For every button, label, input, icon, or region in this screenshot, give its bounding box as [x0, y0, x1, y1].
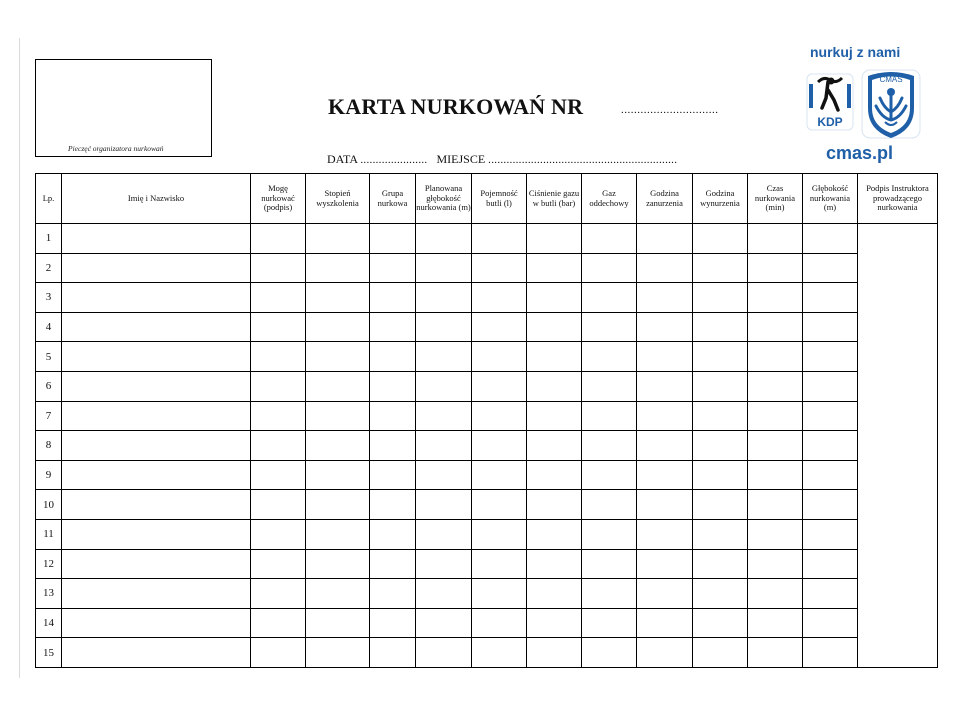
table-cell[interactable] — [416, 224, 472, 254]
table-cell[interactable] — [306, 371, 370, 401]
table-cell[interactable] — [370, 371, 416, 401]
table-cell[interactable] — [472, 283, 527, 313]
table-cell[interactable] — [62, 401, 251, 431]
table-cell[interactable] — [748, 490, 803, 520]
table-cell[interactable] — [251, 224, 306, 254]
table-cell[interactable] — [62, 490, 251, 520]
table-cell[interactable] — [803, 401, 858, 431]
page-edge — [19, 38, 20, 678]
table-cell[interactable] — [748, 283, 803, 313]
row-number: 6 — [36, 371, 62, 401]
table-cell[interactable] — [803, 342, 858, 372]
column-header: Stopień wyszkolenia — [306, 174, 370, 224]
table-row — [36, 431, 938, 461]
column-header: Głębokość nurkowania (m) — [803, 174, 858, 224]
table-cell[interactable] — [582, 638, 637, 668]
table-cell[interactable] — [370, 460, 416, 490]
table-cell[interactable] — [370, 638, 416, 668]
table-cell[interactable] — [306, 401, 370, 431]
row-number: 10 — [36, 490, 62, 520]
column-header: Imię i Nazwisko — [62, 174, 251, 224]
table-row — [36, 460, 938, 490]
table-cell[interactable] — [527, 342, 582, 372]
table-cell[interactable] — [472, 490, 527, 520]
table-row — [36, 519, 938, 549]
table-cell[interactable] — [527, 490, 582, 520]
table-cell[interactable] — [370, 549, 416, 579]
table-cell[interactable] — [62, 460, 251, 490]
table-cell[interactable] — [370, 431, 416, 461]
table-cell[interactable] — [306, 283, 370, 313]
table-cell[interactable] — [693, 638, 748, 668]
table-cell[interactable] — [472, 401, 527, 431]
table-cell[interactable] — [582, 401, 637, 431]
table-cell[interactable] — [693, 401, 748, 431]
table-cell[interactable] — [62, 519, 251, 549]
row-number: 14 — [36, 608, 62, 638]
table-row — [36, 638, 938, 668]
date-dots: ...................... — [360, 154, 428, 166]
table-cell[interactable] — [62, 253, 251, 283]
table-cell[interactable] — [693, 549, 748, 579]
table-row — [36, 342, 938, 372]
row-number: 2 — [36, 253, 62, 283]
table-cell[interactable] — [472, 371, 527, 401]
table-row — [36, 401, 938, 431]
table-cell[interactable] — [748, 312, 803, 342]
row-number: 15 — [36, 638, 62, 668]
table-cell[interactable] — [416, 253, 472, 283]
table-cell[interactable] — [251, 371, 306, 401]
table-cell[interactable] — [748, 519, 803, 549]
table-cell[interactable] — [693, 519, 748, 549]
table-cell[interactable] — [472, 342, 527, 372]
table-cell[interactable] — [748, 401, 803, 431]
table-cell[interactable] — [62, 549, 251, 579]
row-number: 7 — [36, 401, 62, 431]
table-cell[interactable] — [803, 608, 858, 638]
table-row — [36, 224, 938, 254]
table-cell[interactable] — [582, 342, 637, 372]
table-cell[interactable] — [637, 224, 693, 254]
table-cell[interactable] — [527, 579, 582, 609]
table-cell[interactable] — [637, 608, 693, 638]
table-cell[interactable] — [582, 312, 637, 342]
table-cell[interactable] — [306, 638, 370, 668]
table-cell[interactable] — [370, 283, 416, 313]
table-cell[interactable] — [748, 608, 803, 638]
table-cell[interactable] — [251, 608, 306, 638]
table-cell[interactable] — [693, 608, 748, 638]
table-cell[interactable] — [370, 579, 416, 609]
table-cell[interactable] — [748, 371, 803, 401]
stamp-label: Pieczęć organizatora nurkowań — [68, 144, 164, 153]
table-cell[interactable] — [62, 312, 251, 342]
row-number: 13 — [36, 579, 62, 609]
table-cell[interactable] — [251, 401, 306, 431]
table-cell[interactable] — [582, 283, 637, 313]
table-cell[interactable] — [251, 342, 306, 372]
table-cell[interactable] — [370, 490, 416, 520]
row-number: 8 — [36, 431, 62, 461]
column-header: Gaz oddechowy — [582, 174, 637, 224]
table-cell[interactable] — [251, 312, 306, 342]
table-cell[interactable] — [748, 460, 803, 490]
stamp-box — [35, 59, 212, 157]
table-cell[interactable] — [416, 519, 472, 549]
table-cell[interactable] — [472, 579, 527, 609]
table-cell[interactable] — [693, 490, 748, 520]
table-cell[interactable] — [251, 519, 306, 549]
table-cell[interactable] — [62, 224, 251, 254]
table-cell[interactable] — [637, 638, 693, 668]
table-cell[interactable] — [748, 224, 803, 254]
row-number: 12 — [36, 549, 62, 579]
table-cell[interactable] — [416, 549, 472, 579]
table-cell[interactable] — [693, 371, 748, 401]
table-cell[interactable] — [472, 549, 527, 579]
table-cell[interactable] — [527, 401, 582, 431]
table-cell[interactable] — [62, 283, 251, 313]
date-place-line — [327, 152, 677, 167]
table-cell[interactable] — [416, 579, 472, 609]
table-cell[interactable] — [582, 549, 637, 579]
page-title: KARTA NURKOWAŃ NR — [328, 94, 584, 119]
table-cell[interactable] — [582, 371, 637, 401]
table-cell[interactable] — [472, 431, 527, 461]
title-number-dots: .............................. — [621, 104, 719, 116]
table-cell[interactable] — [582, 579, 637, 609]
table-cell[interactable] — [306, 579, 370, 609]
table-cell[interactable] — [472, 224, 527, 254]
table-row — [36, 253, 938, 283]
kdp-logo-icon — [804, 68, 856, 138]
column-header: Planowana głębokość nurkowania (m) — [416, 174, 472, 224]
table-cell[interactable] — [748, 431, 803, 461]
table-cell[interactable] — [251, 253, 306, 283]
table-cell[interactable] — [472, 253, 527, 283]
table-cell[interactable] — [472, 519, 527, 549]
table-cell[interactable] — [693, 460, 748, 490]
table-cell[interactable] — [416, 460, 472, 490]
table-cell[interactable] — [803, 460, 858, 490]
row-number: 11 — [36, 519, 62, 549]
table-cell[interactable] — [527, 312, 582, 342]
column-header: Grupa nurkowa — [370, 174, 416, 224]
column-header: Ciśnienie gazu w butli (bar) — [527, 174, 582, 224]
table-cell[interactable] — [637, 549, 693, 579]
table-cell[interactable] — [637, 342, 693, 372]
row-number: 5 — [36, 342, 62, 372]
table-cell[interactable] — [62, 638, 251, 668]
table-cell[interactable] — [527, 519, 582, 549]
table-cell[interactable] — [527, 253, 582, 283]
column-header: Mogę nurkować (podpis) — [251, 174, 306, 224]
table-cell[interactable] — [637, 401, 693, 431]
table-cell[interactable] — [693, 283, 748, 313]
table-cell[interactable] — [416, 283, 472, 313]
table-cell[interactable] — [416, 490, 472, 520]
table-cell[interactable] — [527, 460, 582, 490]
table-cell[interactable] — [306, 342, 370, 372]
table-cell[interactable] — [527, 283, 582, 313]
table-cell[interactable] — [370, 608, 416, 638]
table-cell[interactable] — [803, 371, 858, 401]
table-cell[interactable] — [62, 608, 251, 638]
table-cell[interactable] — [748, 579, 803, 609]
table-row — [36, 283, 938, 313]
table-cell[interactable] — [803, 579, 858, 609]
row-number: 3 — [36, 283, 62, 313]
table-cell[interactable] — [693, 342, 748, 372]
table-cell[interactable] — [251, 579, 306, 609]
brand-website: cmas.pl — [826, 143, 894, 163]
dive-log-table — [35, 173, 938, 668]
table-cell[interactable] — [582, 519, 637, 549]
table-cell[interactable] — [306, 608, 370, 638]
table-body — [36, 224, 938, 668]
brand-tagline: nurkuj z nami — [810, 44, 901, 60]
table-cell[interactable] — [637, 431, 693, 461]
table-cell[interactable] — [416, 312, 472, 342]
column-header: Pojemność butli (l) — [472, 174, 527, 224]
table-cell[interactable] — [416, 371, 472, 401]
table-cell[interactable] — [637, 283, 693, 313]
table-header-row — [36, 174, 938, 224]
row-number: 1 — [36, 224, 62, 254]
table-cell[interactable] — [251, 490, 306, 520]
table-cell[interactable] — [527, 371, 582, 401]
table-cell[interactable] — [306, 460, 370, 490]
place-label: MIEJSCE — [436, 152, 486, 166]
table-row — [36, 312, 938, 342]
table-cell[interactable] — [62, 431, 251, 461]
table-cell[interactable] — [693, 431, 748, 461]
column-header: Godzina zanurzenia — [637, 174, 693, 224]
table-cell[interactable] — [251, 638, 306, 668]
table-cell[interactable] — [416, 431, 472, 461]
table-cell[interactable] — [306, 431, 370, 461]
table-cell[interactable] — [803, 224, 858, 254]
cmas-logo-icon — [858, 68, 924, 140]
table-cell[interactable] — [637, 490, 693, 520]
table-cell[interactable] — [637, 460, 693, 490]
table-cell[interactable] — [748, 638, 803, 668]
row-number: 9 — [36, 460, 62, 490]
column-header: Lp. — [36, 174, 62, 224]
table-cell[interactable] — [527, 431, 582, 461]
table-cell[interactable] — [62, 579, 251, 609]
table-cell[interactable] — [637, 579, 693, 609]
table-cell[interactable] — [306, 253, 370, 283]
table-cell[interactable] — [306, 224, 370, 254]
column-header: Podpis Instruktora prowadzącego nurkowania — [858, 174, 938, 224]
table-cell[interactable] — [693, 312, 748, 342]
table-row — [36, 549, 938, 579]
table-cell[interactable] — [370, 224, 416, 254]
table-cell[interactable] — [637, 253, 693, 283]
table-cell[interactable] — [62, 371, 251, 401]
table-cell[interactable] — [637, 519, 693, 549]
table-cell[interactable] — [803, 519, 858, 549]
table-cell[interactable] — [416, 401, 472, 431]
table-cell[interactable] — [527, 638, 582, 668]
table-cell[interactable] — [582, 224, 637, 254]
table-cell[interactable] — [416, 638, 472, 668]
table-cell[interactable] — [803, 283, 858, 313]
table-cell[interactable] — [803, 549, 858, 579]
table-cell[interactable] — [527, 608, 582, 638]
table-row — [36, 579, 938, 609]
table-cell[interactable] — [582, 431, 637, 461]
table-cell[interactable] — [370, 401, 416, 431]
cmas-logo-text: CMAS — [879, 75, 903, 84]
table-cell[interactable] — [803, 253, 858, 283]
table-cell[interactable] — [370, 519, 416, 549]
table-cell[interactable] — [306, 312, 370, 342]
table-cell[interactable] — [251, 460, 306, 490]
kdp-logo-text: KDP — [817, 115, 843, 129]
table-cell[interactable] — [803, 638, 858, 668]
table-cell[interactable] — [748, 253, 803, 283]
table-cell[interactable] — [803, 431, 858, 461]
place-dots: .............................................................. — [488, 154, 678, 166]
instructor-signature-cell[interactable] — [858, 224, 938, 668]
table-cell[interactable] — [251, 431, 306, 461]
table-row — [36, 608, 938, 638]
table-row — [36, 490, 938, 520]
table-cell[interactable] — [370, 312, 416, 342]
table-cell[interactable] — [472, 312, 527, 342]
table-cell[interactable] — [582, 460, 637, 490]
table-cell[interactable] — [748, 342, 803, 372]
table-cell[interactable] — [637, 312, 693, 342]
column-header: Godzina wynurzenia — [693, 174, 748, 224]
table-cell[interactable] — [251, 283, 306, 313]
date-label: DATA — [327, 152, 358, 166]
table-row — [36, 371, 938, 401]
table-cell[interactable] — [527, 549, 582, 579]
table-cell[interactable] — [693, 253, 748, 283]
table-cell[interactable] — [582, 608, 637, 638]
table-cell[interactable] — [472, 608, 527, 638]
table-cell[interactable] — [472, 638, 527, 668]
table-cell[interactable] — [693, 579, 748, 609]
table-cell[interactable] — [306, 549, 370, 579]
table-cell[interactable] — [251, 549, 306, 579]
table-cell[interactable] — [582, 490, 637, 520]
table-cell[interactable] — [370, 253, 416, 283]
column-header: Czas nurkowania (min) — [748, 174, 803, 224]
table-cell[interactable] — [472, 460, 527, 490]
table-cell[interactable] — [306, 490, 370, 520]
table-cell[interactable] — [306, 519, 370, 549]
row-number: 4 — [36, 312, 62, 342]
table-cell[interactable] — [416, 608, 472, 638]
table-cell[interactable] — [803, 312, 858, 342]
table-cell[interactable] — [748, 549, 803, 579]
table-cell[interactable] — [416, 342, 472, 372]
table-cell[interactable] — [803, 490, 858, 520]
table-cell[interactable] — [370, 342, 416, 372]
table-cell[interactable] — [582, 253, 637, 283]
table-cell[interactable] — [637, 371, 693, 401]
table-cell[interactable] — [527, 224, 582, 254]
table-cell[interactable] — [693, 224, 748, 254]
table-cell[interactable] — [62, 342, 251, 372]
